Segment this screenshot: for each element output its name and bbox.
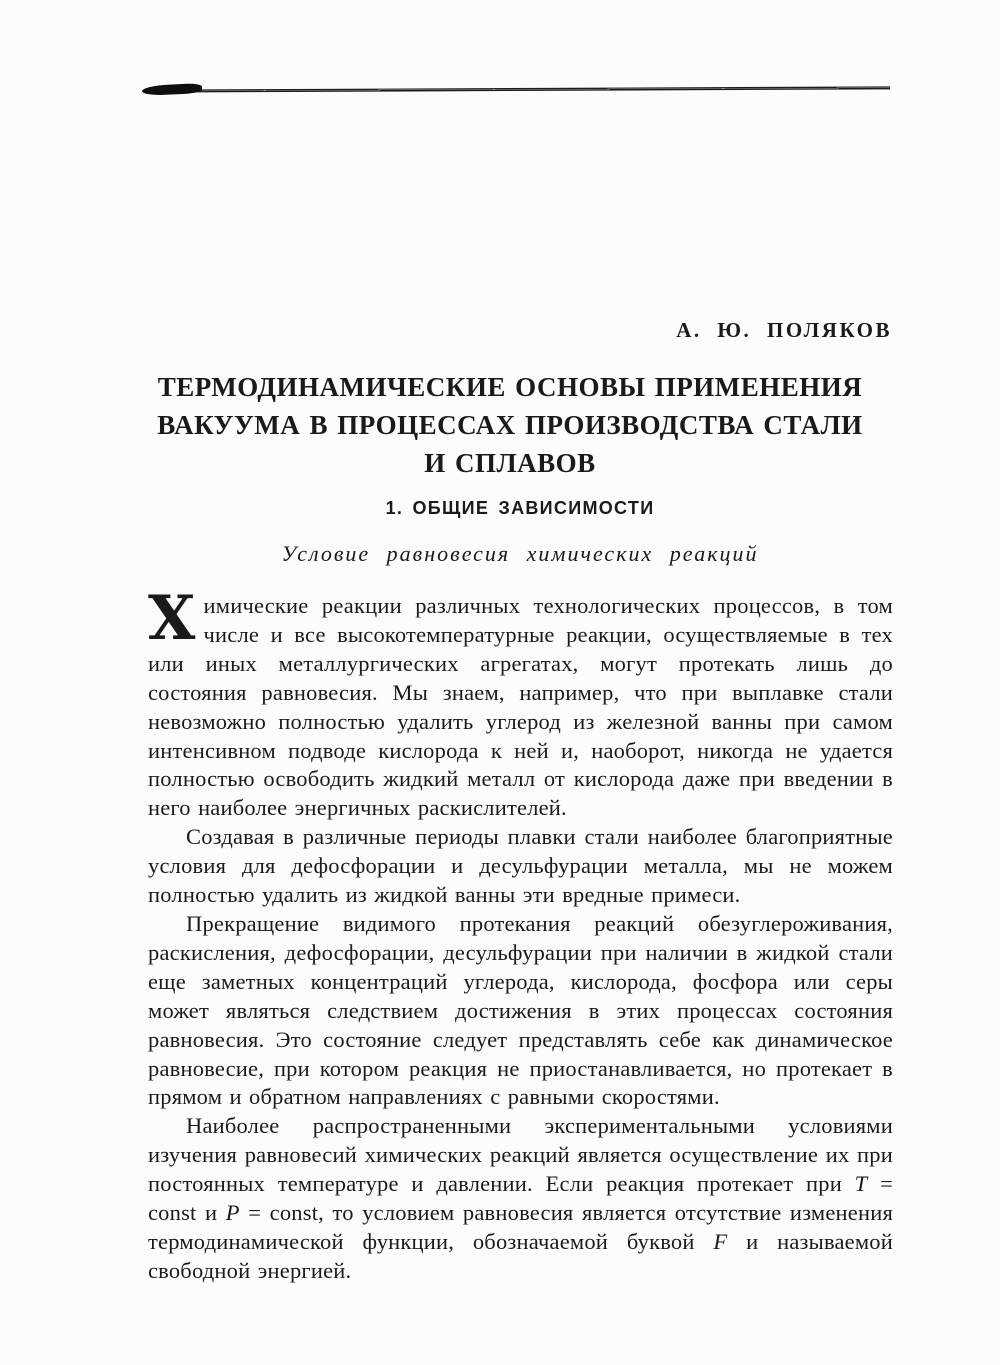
header-rule-ink-blob	[142, 83, 202, 96]
paragraph-1	[148, 583, 893, 823]
paragraph-4-text-part: = const и	[148, 1171, 893, 1226]
variable-temperature-symbol: T	[854, 1171, 868, 1197]
body-text	[148, 583, 893, 1286]
variable-pressure-symbol: P	[225, 1200, 240, 1226]
paragraph-4-text-part: Наиболее распространенными экспериментальными условиями изучения равновесий химических реакций является осуществление их при постоянных температуре и давлении. Если реакция протекает при	[148, 1113, 893, 1197]
paragraph-4-text-part: = const, то условием равновесия является отсутствие изменения термодинамической функции, обозначаемой буквой	[148, 1200, 893, 1254]
paragraph-4	[148, 1112, 893, 1285]
paragraph-3: Прекращение видимого протекания реакций обезуглероживания, раскисления, дефосфорации, десульфурации при наличии в жидкой стали еще заметных концентраций углерода, кислорода, фосфора или серы может являться следствием достижения в этих процессах состояния равновесия. Это состояние следует представлять себе как динамическое равновесие, при котором реакция не приостанавливается, но протекает в прямом и обратном направлениях с равными скоростями.	[148, 910, 893, 1110]
article-title-line-3: И СПЛАВОВ	[424, 448, 596, 478]
paragraph-2: Создавая в различные периоды плавки стали наиболее благоприятные условия для дефосфорации и десульфурации металла, мы не можем полностью удалить из жидкой ванны эти вредные примеси.	[148, 824, 893, 908]
article-title-line-1: ТЕРМОДИНАМИЧЕСКИЕ ОСНОВЫ ПРИМЕНЕНИЯ	[157, 372, 863, 402]
subsection-heading: Условие равновесия химических реакций	[281, 541, 759, 566]
author-name: А. Ю. ПОЛЯКОВ	[676, 318, 892, 342]
variable-free-energy-symbol: F	[713, 1228, 728, 1254]
article-title-line-2: ВАКУУМА В ПРОЦЕССАХ ПРОИЗВОДСТВА СТАЛИ	[157, 410, 863, 440]
article-title	[118, 368, 902, 482]
section-heading: 1. ОБЩИЕ ЗАВИСИМОСТИ	[385, 498, 655, 518]
paragraph-4-text-part: и называемой свободной энергией.	[148, 1228, 893, 1283]
paragraph-1-text: имические реакции различных технологических процессов, в том числе и все высокотемпературные реакции, осуществляемые в тех или иных металлургических агрегатах, могут протекать лишь до состояния равновесия. Мы знаем, например, что при выплавке стали невозможно полностью удалить углерод из железной ванны при самом интенсивном подводе кислорода к ней и, наоборот, никогда не удается полностью освободить жидкий металл от кислорода даже при введении в него наиболее энергичных раскислителей.	[148, 593, 893, 821]
header-rule	[146, 86, 890, 92]
dropcap-letter: Х	[148, 583, 196, 654]
